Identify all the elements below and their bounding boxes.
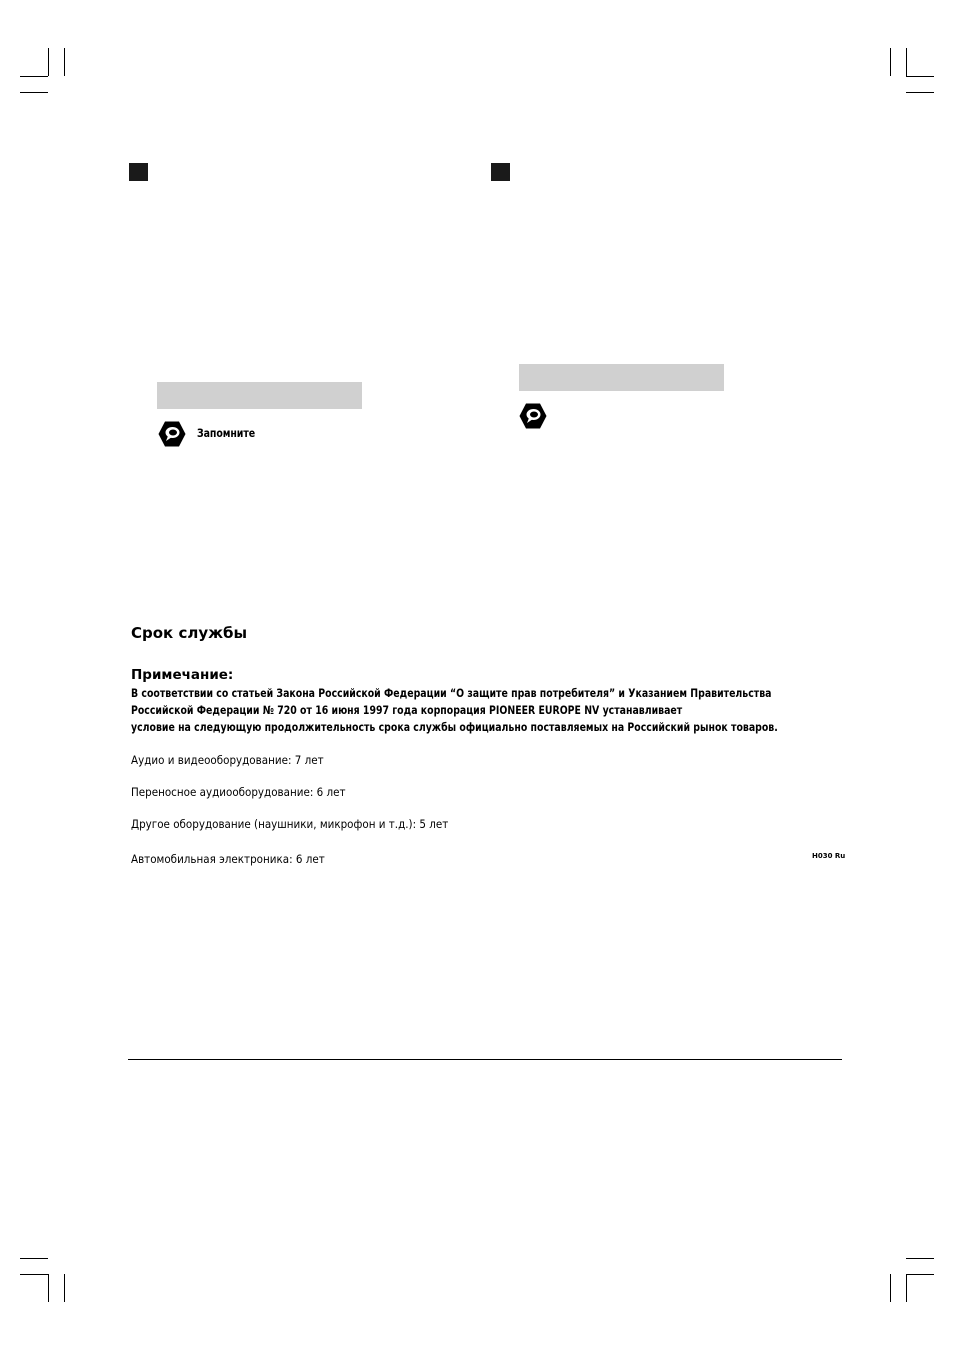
crop-mark	[20, 1258, 48, 1259]
hint-hex-icon	[519, 402, 547, 430]
crop-mark	[890, 48, 891, 76]
crop-mark	[64, 48, 65, 76]
crop-mark	[64, 1274, 65, 1302]
list-item: Переносное аудиооборудование: 6 лет	[131, 785, 346, 799]
crop-mark	[48, 1274, 49, 1302]
document-code: H030 Ru	[812, 852, 846, 860]
crop-mark	[906, 1274, 934, 1275]
section-title: Срок службы	[131, 624, 248, 642]
crop-mark	[48, 48, 49, 76]
list-item: Автомобильная электроника: 6 лет	[131, 852, 325, 866]
crop-mark	[906, 48, 907, 76]
section-marker-left	[129, 163, 148, 181]
note-line: Российской Федерации № 720 от 16 июня 1997 года корпорация PIONEER EUROPE NV устанавливает	[131, 703, 683, 717]
note-title: Примечание:	[131, 667, 234, 683]
crop-mark	[906, 1274, 907, 1302]
crop-mark	[890, 1274, 891, 1302]
crop-mark	[906, 92, 934, 93]
crop-mark	[906, 76, 934, 77]
crop-mark	[906, 1258, 934, 1259]
hint-hex-icon	[158, 420, 186, 448]
heading-bar-left	[157, 382, 362, 409]
remember-label: Запомните	[197, 426, 256, 440]
crop-mark	[20, 76, 48, 77]
heading-bar-right	[519, 364, 724, 391]
note-line: условие на следующую продолжительность срока службы официально поставляемых на Российский рынок товаров.	[131, 720, 778, 734]
footer-rule	[128, 1059, 842, 1060]
list-item: Другое оборудование (наушники, микрофон и т.д.): 5 лет	[131, 817, 449, 831]
note-line: В соответствии со статьей Закона Российской Федерации “О защите прав потребителя” и Указанием Правительства	[131, 686, 772, 700]
section-marker-right	[491, 163, 510, 181]
crop-mark	[20, 92, 48, 93]
crop-mark	[20, 1274, 48, 1275]
list-item: Аудио и видеооборудование: 7 лет	[131, 753, 324, 767]
